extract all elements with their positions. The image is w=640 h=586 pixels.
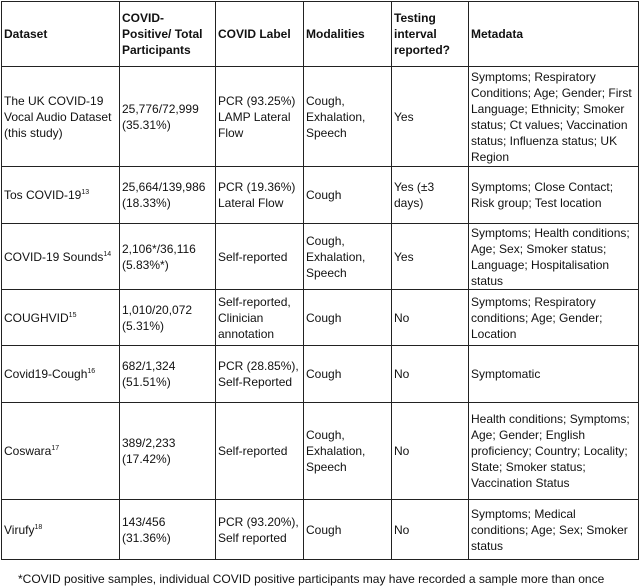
reference-number: 18	[34, 523, 43, 531]
dataset-name: COVID-19 Sounds	[4, 249, 104, 264]
table-row	[2, 224, 639, 290]
table-row	[2, 346, 639, 403]
modalities-cell: Cough, Exhalation, Speech	[304, 224, 392, 290]
counts-cell: 682/1,324 (51.51%)	[120, 346, 216, 403]
counts-cell: 1,010/20,072 (5.31%)	[120, 290, 216, 346]
dataset-name: Virufy	[4, 522, 35, 537]
table-row	[2, 167, 639, 224]
header-modalities: Modalities	[304, 2, 392, 67]
datasets-table	[1, 1, 639, 560]
header-label: COVID Label	[216, 2, 304, 67]
modalities-cell: Cough, Exhalation, Speech	[304, 403, 392, 500]
reference-number: 17	[51, 445, 60, 452]
counts-cell: 2,106*/36,116 (5.83%*)	[120, 224, 216, 290]
metadata-cell: Symptoms; Respiratory conditions; Age; Gender; Location	[469, 290, 639, 346]
dataset-cell	[2, 224, 120, 290]
modalities-cell: Cough	[304, 346, 392, 403]
table-row	[2, 403, 639, 500]
counts-cell: 25,776/72,999 (35.31%)	[120, 67, 216, 167]
reference-number: 16	[87, 368, 96, 375]
table-row	[2, 290, 639, 346]
metadata-cell: Symptoms; Respiratory Conditions; Age; Gender; First Language; Ethnicity; Smoker status; Ct values; Vaccination status; Influenza status; UK Region	[469, 67, 639, 167]
header-interval: Testing interval reported?	[392, 2, 469, 67]
metadata-cell: Symptomatic	[469, 346, 639, 403]
dataset-name: Coswara	[4, 444, 52, 458]
modalities-cell: Cough	[304, 290, 392, 346]
dataset-cell	[2, 167, 120, 224]
interval-cell: No	[392, 346, 469, 403]
interval-cell: No	[392, 500, 469, 560]
label-cell: PCR (19.36%) Lateral Flow	[216, 167, 304, 224]
modalities-cell: Cough, Exhalation, Speech	[304, 67, 392, 167]
reference-number: 14	[103, 250, 112, 258]
modalities-cell: Cough	[304, 167, 392, 224]
label-cell: PCR (93.25%) LAMP Lateral Flow	[216, 67, 304, 167]
label-cell: Self-reported	[216, 224, 304, 290]
dataset-cell	[2, 403, 120, 500]
counts-cell: 389/2,233 (17.42%)	[120, 403, 216, 500]
header-counts: COVID-Positive/ Total Participants	[120, 2, 216, 67]
interval-cell: Yes (±3 days)	[392, 167, 469, 224]
header-dataset: Dataset	[2, 2, 120, 67]
interval-cell: No	[392, 290, 469, 346]
modalities-cell: Cough	[304, 500, 392, 560]
label-cell: PCR (93.20%), Self reported	[216, 500, 304, 560]
metadata-cell: Symptoms; Close Contact; Risk group; Test location	[469, 167, 639, 224]
metadata-cell: Symptoms; Medical conditions; Age; Sex; Smoker status	[469, 500, 639, 560]
counts-cell: 143/456 (31.36%)	[120, 500, 216, 560]
reference-number: 13	[81, 189, 90, 196]
label-cell: PCR (28.85%), Self-Reported	[216, 346, 304, 403]
dataset-cell	[2, 500, 120, 560]
label-cell: Self-reported	[216, 403, 304, 500]
interval-cell: Yes	[392, 67, 469, 167]
dataset-name: Covid19-Cough	[4, 367, 88, 381]
header-metadata: Metadata	[469, 2, 639, 67]
dataset-cell	[2, 346, 120, 403]
table-row	[2, 67, 639, 167]
interval-cell: No	[392, 403, 469, 500]
dataset-cell	[2, 290, 120, 346]
footnote: *COVID positive samples, individual COVID positive participants may have recorded a sample more than once	[18, 572, 605, 586]
header-row	[2, 2, 639, 67]
label-cell: Self-reported, Clinician annotation	[216, 290, 304, 346]
metadata-cell: Symptoms; Health conditions; Age; Sex; Smoker status; Language; Hospitalisation status	[469, 224, 639, 290]
dataset-name: Tos COVID-19	[4, 188, 82, 202]
dataset-name: COUGHVID	[4, 310, 69, 325]
counts-cell: 25,664/139,986 (18.33%)	[120, 167, 216, 224]
metadata-cell: Health conditions; Symptoms; Age; Gender; English proficiency; Country; Locality; State; Smoker status; Vaccination Status	[469, 403, 639, 500]
interval-cell: Yes	[392, 224, 469, 290]
reference-number: 15	[68, 311, 77, 319]
dataset-cell	[2, 67, 120, 167]
table-row	[2, 500, 639, 560]
dataset-name: The UK COVID-19 Vocal Audio Dataset (this study)	[4, 93, 112, 140]
